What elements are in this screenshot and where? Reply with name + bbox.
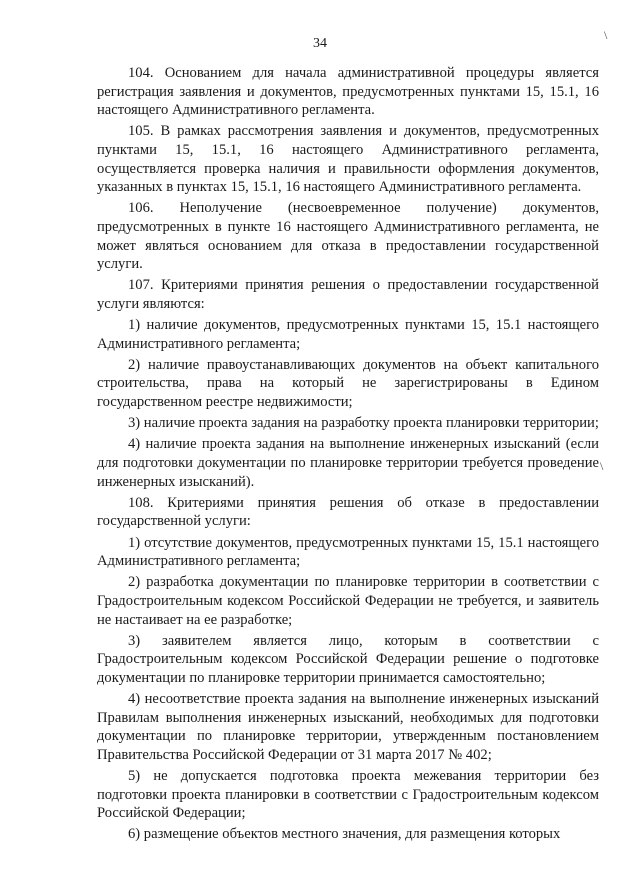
document-body <box>97 64 599 847</box>
list-item: 1) отсутствие документов, предусмотренных пунктами 15, 15.1 настоящего Административного регламента; <box>97 534 599 570</box>
list-item: 6) размещение объектов местного значения, для размещения которых <box>128 826 561 843</box>
scan-mark: \ <box>604 28 608 42</box>
paragraph: 106. Неполучение (несвоевременное получение) документов, предусмотренных в пункте 16 настоящего Административного регламента, не может являться основанием для отказа в предоставлении государственной услуги. <box>97 200 599 273</box>
list-item: 2) разработка документации по планировке территории в соответствии с Градостроительным кодексом Российской Федерации не требуется, и заявитель не настаивает на ее разработке; <box>97 574 599 628</box>
list-item: 3) заявителем является лицо, которым в соответствии с Градостроительным кодексом Российской Федерации решение о подготовке документации по планировке территории принимается самостоятельно; <box>97 632 599 686</box>
scan-mark: \ <box>600 459 604 473</box>
page-number: 34 <box>313 36 327 51</box>
list-item: 5) не допускается подготовка проекта межевания территории без подготовки проекта планировки в соответствии с Градостроительным кодексом Российской Федерации; <box>97 768 599 822</box>
paragraph: 107. Критериями принятия решения о предоставлении государственной услуги являются: <box>97 277 599 312</box>
list-item: 1) наличие документов, предусмотренных пунктами 15, 15.1 настоящего Административного регламента; <box>97 317 599 352</box>
paragraph: 104. Основанием для начала административной процедуры является регистрация заявления и документов, предусмотренных пунктами 15, 15.1, 16 настоящего Административного регламента. <box>97 65 599 119</box>
list-item: 4) несоответствие проекта задания на выполнение инженерных изысканий Правилам выполнения инженерных изысканий, необходимых для подготовки документации по планировке территории, утвержденным постановлением Правительства Российской Федерации от 31 марта 2017 № 402; <box>97 691 599 763</box>
list-item: 4) наличие проекта задания на выполнение инженерных изысканий (если для подготовки документации по планировке территории требуется проведение инженерных изысканий). <box>97 436 599 490</box>
list-item: 2) наличие правоустанавливающих документов на объект капитального строительства, права на который не зарегистрированы в Едином государственном реестре недвижимости; <box>97 356 599 411</box>
list-item: 3) наличие проекта задания на разработку проекта планировки территории; <box>128 415 599 432</box>
paragraph: 105. В рамках рассмотрения заявления и документов, предусмотренных пунктами 15, 15.1, 16 настоящего Административного регламента, осуществляется проверка наличия и правильности оформления документов, указанных в пунктах 15, 15.1, 16 настоящего Административного регламента. <box>97 123 599 196</box>
paragraph: 108. Критериями принятия решения об отказе в предоставлении государственной услуги: <box>97 494 599 530</box>
